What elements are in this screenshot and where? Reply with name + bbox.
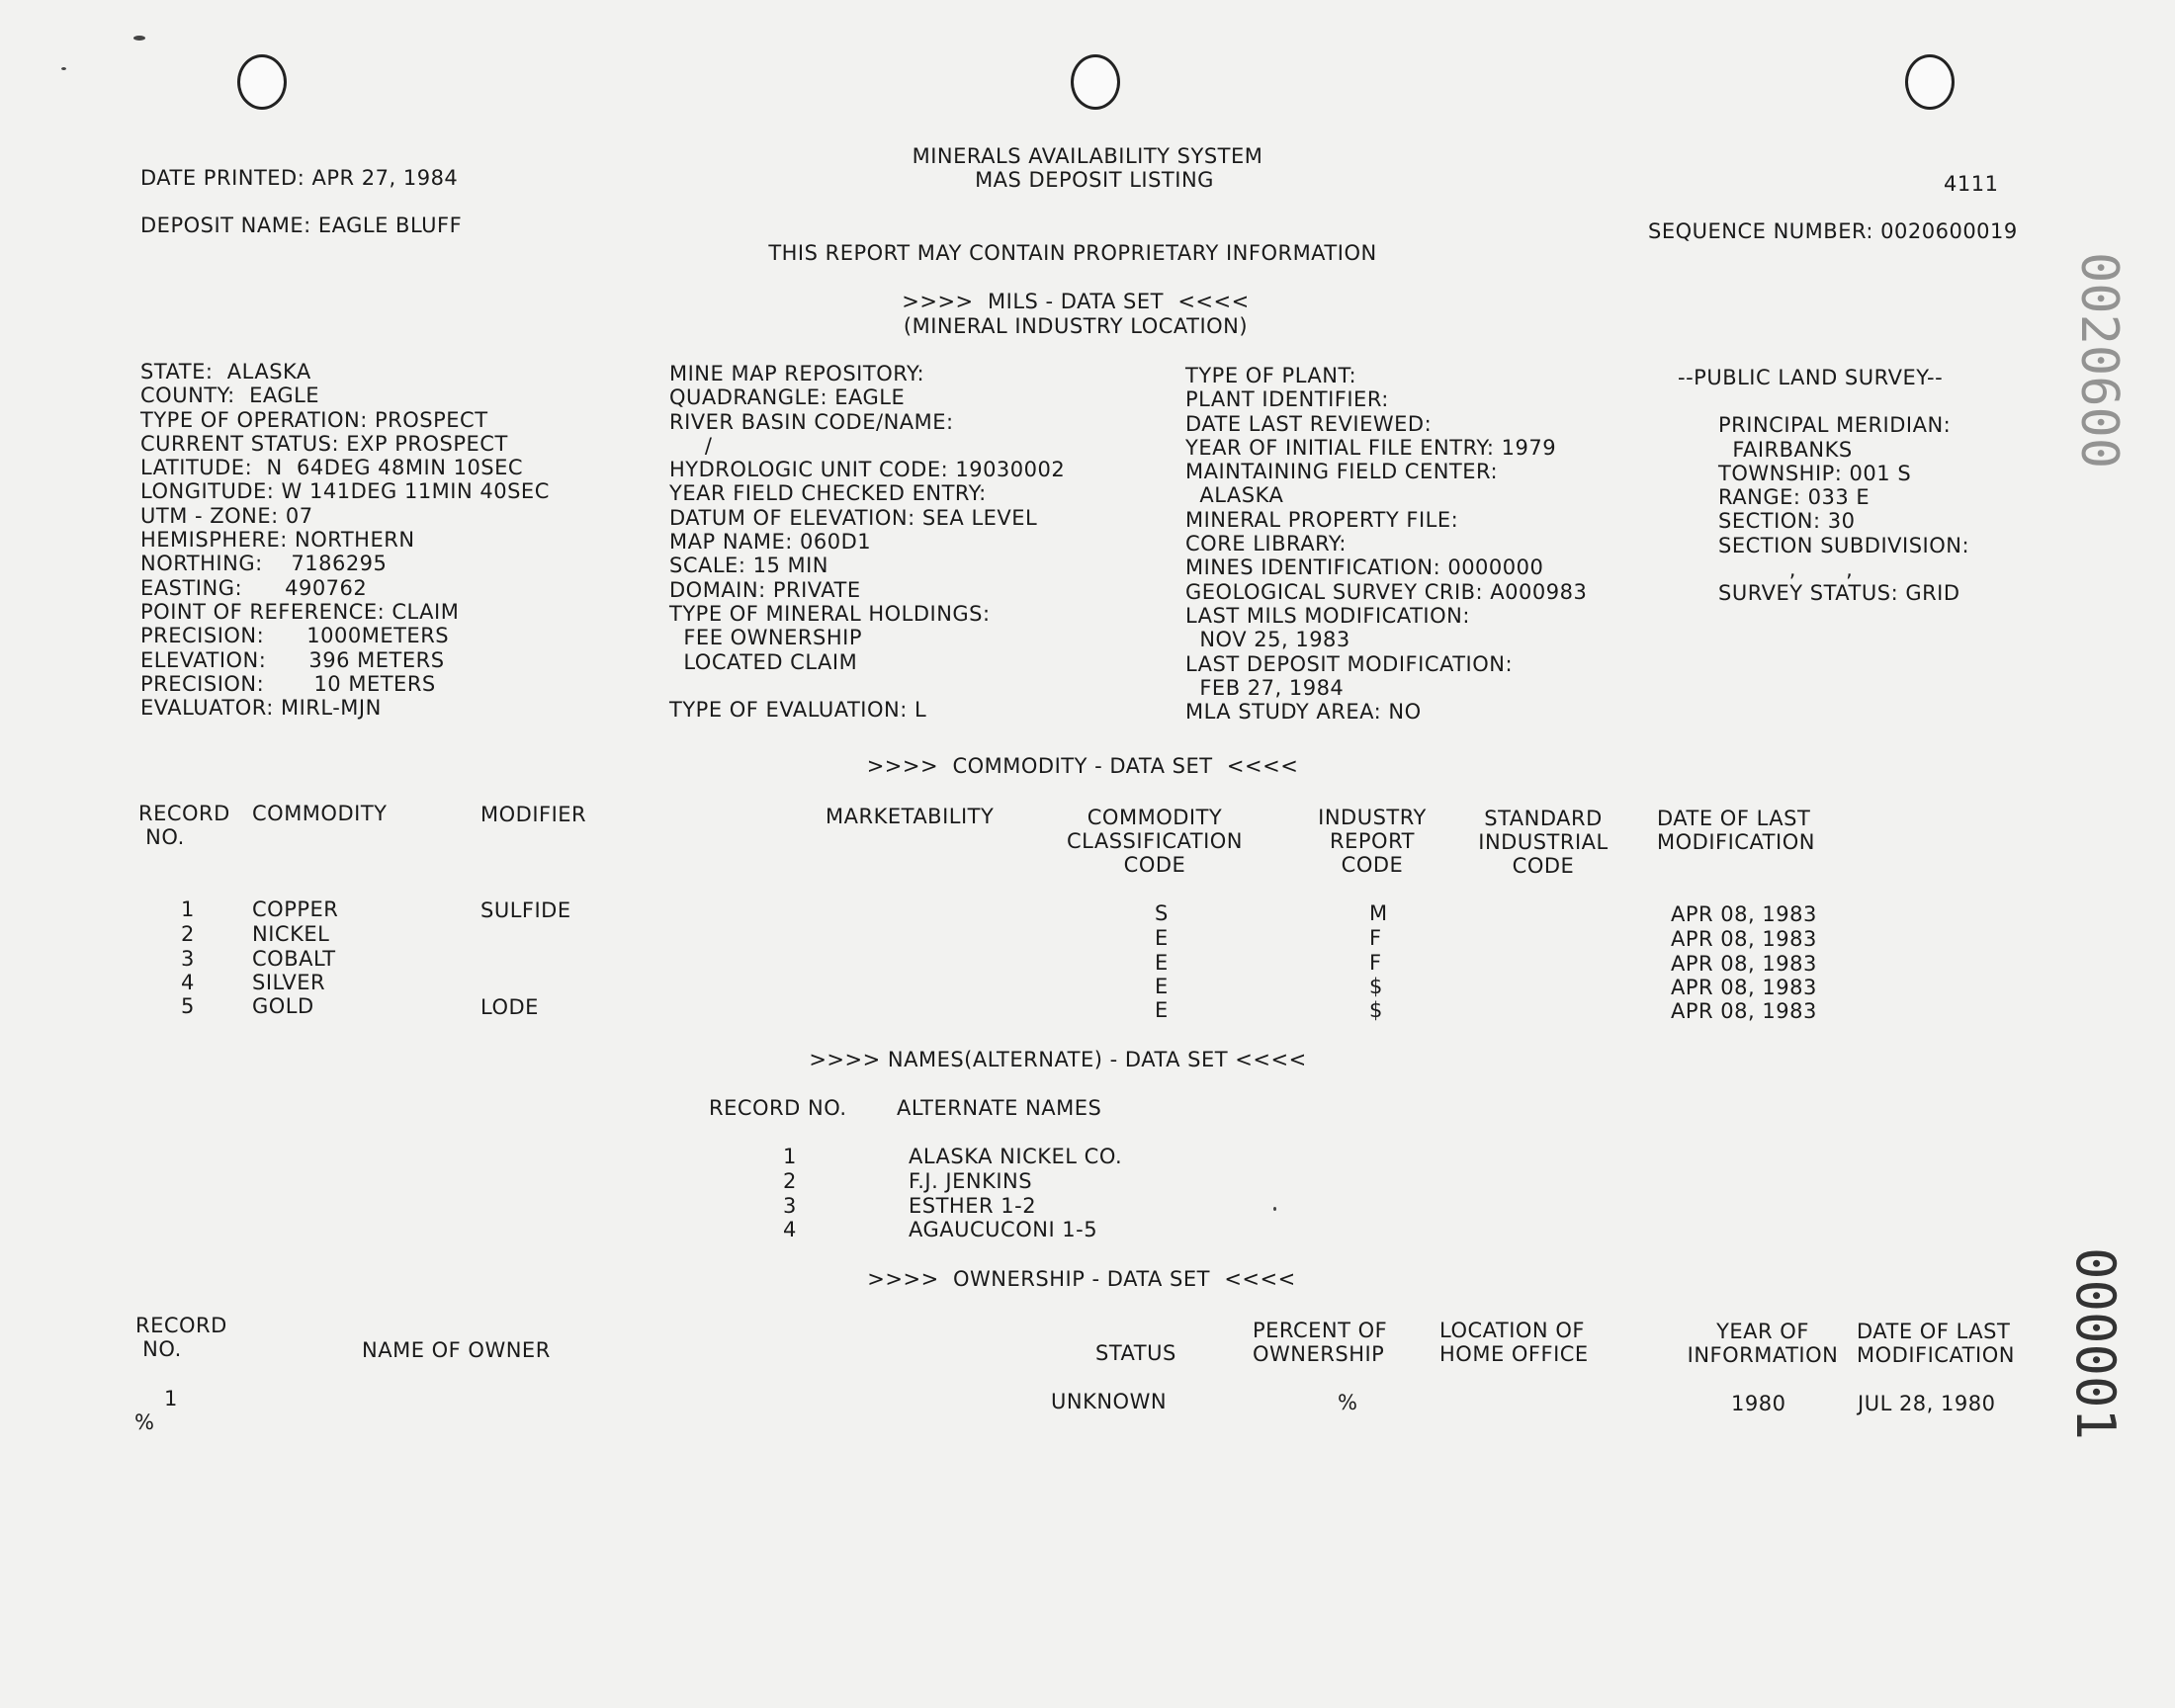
mils-field: EVALUATOR: MIRL-MJN — [140, 696, 382, 721]
date-printed: DATE PRINTED: APR 27, 1984 — [140, 166, 459, 190]
col-date-2: MODIFICATION — [1657, 830, 1815, 854]
commodity-name: NICKEL — [252, 922, 330, 946]
mils-field: TYPE OF OPERATION: PROSPECT — [140, 407, 488, 432]
mils-field: POINT OF REFERENCE: CLAIM — [140, 599, 460, 624]
classification-code: E — [1155, 951, 1169, 975]
mils-field: MAINTAINING FIELD CENTER: — [1185, 460, 1499, 484]
col-marketability: MARKETABILITY — [826, 805, 995, 828]
mils-heading: >>>> MILS - DATA SET <<<< — [902, 290, 1250, 313]
mils-field: DOMAIN: PRIVATE — [669, 577, 861, 602]
own-col-year-1: YEAR OF — [1716, 1320, 1809, 1343]
mils-field: MINE MAP REPOSITORY: — [669, 362, 925, 385]
mils-field: RANGE: 033 E — [1718, 485, 1870, 510]
mils-field: MINES IDENTIFICATION: 0000000 — [1185, 555, 1544, 580]
mils-field: DATE LAST REVIEWED: — [1185, 411, 1433, 436]
mils-field: NOV 25, 1983 — [1185, 628, 1350, 652]
own-col-date-2: MODIFICATION — [1857, 1343, 2015, 1367]
classification-code: S — [1155, 901, 1169, 925]
mils-column-2 — [669, 362, 1065, 722]
col-commodity: COMMODITY — [252, 802, 388, 825]
mils-field: FEE OWNERSHIP — [669, 626, 862, 650]
mils-field: STATE: ALASKA — [140, 360, 311, 384]
own-col-date-1: DATE OF LAST — [1857, 1320, 2011, 1343]
system-title: MINERALS AVAILABILITY SYSTEM — [912, 144, 1263, 168]
col-modifier: MODIFIER — [480, 803, 587, 826]
mils-field: QUADRANGLE: EAGLE — [669, 385, 906, 410]
commodity-modifier: SULFIDE — [480, 898, 571, 922]
mils-field: LOCATED CLAIM — [669, 649, 858, 674]
classification-code: E — [1155, 926, 1169, 950]
mils-column-1 — [140, 360, 550, 720]
alternate-name: ALASKA NICKEL CO. — [909, 1145, 1123, 1168]
col-industry-3: CODE — [1341, 853, 1404, 877]
modification-date: APR 08, 1983 — [1671, 952, 1817, 976]
own-col-year-2: INFORMATION — [1687, 1343, 1839, 1367]
mils-field: UTM - ZONE: 07 — [140, 503, 313, 528]
owner-mark: % — [134, 1410, 155, 1434]
sequence-number: SEQUENCE NUMBER: 0020600019 — [1648, 219, 2018, 243]
margin-number-top: 0020600 — [2069, 252, 2129, 470]
names-heading: >>>> NAMES(ALTERNATE) - DATA SET <<<< — [809, 1048, 1307, 1071]
margin-number-bottom: 000001 — [2064, 1247, 2127, 1441]
punch-hole-left — [237, 54, 287, 110]
mils-field: RIVER BASIN CODE/NAME: — [669, 409, 954, 434]
mils-field: LATITUDE: N 64DEG 48MIN 10SEC — [140, 456, 524, 480]
record-no: 1 — [181, 897, 195, 921]
record-no: 2 — [181, 922, 195, 946]
mils-field: TYPE OF EVALUATION: L — [669, 698, 927, 723]
punch-hole-center — [1071, 54, 1120, 110]
modification-date: APR 08, 1983 — [1671, 902, 1817, 926]
alternate-name: ESTHER 1-2 — [909, 1194, 1037, 1218]
commodity-name: COPPER — [252, 897, 339, 921]
mils-field: PRECISION: 10 METERS — [140, 671, 436, 696]
own-col-name: NAME OF OWNER — [362, 1338, 551, 1362]
col-industry-2: REPORT — [1330, 829, 1415, 853]
listing-title: MAS DEPOSIT LISTING — [975, 168, 1214, 192]
speck — [1273, 1207, 1276, 1211]
mils-field: COUNTY: EAGLE — [140, 384, 320, 408]
mils-field: MAP NAME: 060D1 — [669, 530, 872, 555]
mils-field: SURVEY STATUS: GRID — [1718, 581, 1960, 606]
mils-field: LAST DEPOSIT MODIFICATION: — [1185, 651, 1514, 676]
mils-field: CORE LIBRARY: — [1185, 532, 1347, 556]
own-col-percent-1: PERCENT OF — [1253, 1319, 1388, 1342]
mils-field: PRINCIPAL MERIDIAN: — [1718, 413, 1952, 438]
mils-field: DATUM OF ELEVATION: SEA LEVEL — [669, 505, 1038, 530]
owner-record-no: 1 — [164, 1387, 178, 1410]
alternate-name: F.J. JENKINS — [909, 1169, 1033, 1193]
mils-field: , , — [1718, 557, 1854, 582]
mils-field: TYPE OF MINERAL HOLDINGS: — [669, 601, 991, 626]
mils-field: SCALE: 15 MIN — [669, 554, 828, 578]
mils-field: MINERAL PROPERTY FILE: — [1185, 507, 1459, 532]
mils-field: FAIRBANKS — [1718, 437, 1853, 462]
col-sic-2: INDUSTRIAL — [1478, 830, 1609, 854]
owner-status: UNKNOWN — [1051, 1390, 1168, 1413]
speck — [61, 67, 66, 70]
owner-percent: % — [1338, 1391, 1358, 1414]
industry-code: F — [1369, 926, 1382, 950]
mils-field: NORTHING: 7186295 — [140, 552, 388, 576]
mils-field: MLA STUDY AREA: NO — [1185, 700, 1422, 725]
record-no: 3 — [181, 947, 195, 971]
col-sic-1: STANDARD — [1484, 807, 1603, 830]
mils-field: LAST MILS MODIFICATION: — [1185, 603, 1470, 628]
industry-code: M — [1369, 901, 1388, 925]
mils-field: SECTION SUBDIVISION: — [1718, 533, 1970, 557]
col-industry-1: INDUSTRY — [1318, 806, 1427, 829]
record-no: 5 — [181, 994, 195, 1018]
col-classification-2: CLASSIFICATION — [1067, 829, 1243, 853]
mils-field: FEB 27, 1984 — [1185, 675, 1345, 700]
owner-year: 1980 — [1731, 1392, 1786, 1415]
mils-field: CURRENT STATUS: EXP PROSPECT — [140, 431, 508, 456]
mils-field: TOWNSHIP: 001 S — [1718, 461, 1912, 485]
commodity-name: COBALT — [252, 947, 336, 971]
name-record-no: 3 — [783, 1194, 797, 1218]
mils-field: ALASKA — [1185, 483, 1284, 508]
col-record-1: RECORD — [138, 802, 230, 825]
commodity-name: GOLD — [252, 994, 314, 1018]
own-col-location-2: HOME OFFICE — [1439, 1342, 1589, 1366]
mils-field: ELEVATION: 396 METERS — [140, 647, 445, 672]
alternate-name: AGAUCUCONI 1-5 — [909, 1218, 1098, 1241]
col-names-record: RECORD NO. — [709, 1096, 847, 1120]
own-col-status: STATUS — [1095, 1341, 1176, 1365]
mils-field: / — [669, 433, 713, 458]
ownership-heading: >>>> OWNERSHIP - DATA SET <<<< — [867, 1267, 1296, 1291]
col-date-1: DATE OF LAST — [1657, 807, 1811, 830]
col-alternate-names: ALTERNATE NAMES — [897, 1096, 1102, 1120]
mils-field: EASTING: 490762 — [140, 575, 368, 600]
industry-code: F — [1369, 951, 1382, 975]
col-record-2: NO. — [138, 825, 185, 849]
mils-field: PRECISION: 1000METERS — [140, 624, 450, 648]
mils-column-3 — [1185, 364, 1587, 724]
owner-modification-date: JUL 28, 1980 — [1858, 1392, 1996, 1415]
mils-field: GEOLOGICAL SURVEY CRIB: A000983 — [1185, 579, 1588, 604]
own-col-percent-2: OWNERSHIP — [1253, 1342, 1385, 1366]
own-col-record-2: NO. — [135, 1337, 182, 1361]
col-sic-3: CODE — [1512, 854, 1575, 878]
classification-code: E — [1155, 975, 1169, 998]
col-classification-3: CODE — [1123, 853, 1186, 877]
mils-field: PLANT IDENTIFIER: — [1185, 387, 1389, 412]
modification-date: APR 08, 1983 — [1671, 999, 1817, 1023]
proprietary-notice: THIS REPORT MAY CONTAIN PROPRIETARY INFORMATION — [768, 241, 1377, 265]
mils-field: YEAR FIELD CHECKED ENTRY: — [669, 481, 987, 506]
industry-code: $ — [1369, 975, 1383, 998]
mils-field: HYDROLOGIC UNIT CODE: 19030002 — [669, 458, 1066, 482]
mils-field: SECTION: 30 — [1718, 509, 1856, 534]
record-no: 4 — [181, 971, 195, 994]
punch-hole-right — [1905, 54, 1955, 110]
mils-field: YEAR OF INITIAL FILE ENTRY: 1979 — [1185, 435, 1557, 460]
mils-column-4 — [1718, 389, 1969, 606]
deposit-name: DEPOSIT NAME: EAGLE BLUFF — [140, 214, 463, 237]
commodity-heading: >>>> COMMODITY - DATA SET <<<< — [866, 754, 1299, 778]
commodity-name: SILVER — [252, 971, 326, 994]
public-land-survey-heading: --PUBLIC LAND SURVEY-- — [1678, 366, 1944, 389]
mils-field: TYPE OF PLANT: — [1185, 364, 1357, 387]
industry-code: $ — [1369, 998, 1383, 1022]
page-code: 4111 — [1944, 172, 1999, 196]
name-record-no: 2 — [783, 1169, 797, 1193]
mils-subheading: (MINERAL INDUSTRY LOCATION) — [903, 314, 1249, 338]
mils-field — [1718, 389, 1969, 413]
modification-date: APR 08, 1983 — [1671, 976, 1817, 999]
name-record-no: 1 — [783, 1145, 797, 1168]
col-classification-1: COMMODITY — [1087, 806, 1223, 829]
mils-field: HEMISPHERE: NORTHERN — [140, 528, 415, 553]
name-record-no: 4 — [783, 1218, 797, 1241]
speck — [133, 36, 145, 41]
classification-code: E — [1155, 998, 1169, 1022]
own-col-record-1: RECORD — [135, 1314, 227, 1337]
own-col-location-1: LOCATION OF — [1439, 1319, 1585, 1342]
mils-field — [669, 674, 1065, 698]
commodity-modifier: LODE — [480, 995, 539, 1019]
modification-date: APR 08, 1983 — [1671, 927, 1817, 951]
mils-field: LONGITUDE: W 141DEG 11MIN 40SEC — [140, 479, 550, 504]
